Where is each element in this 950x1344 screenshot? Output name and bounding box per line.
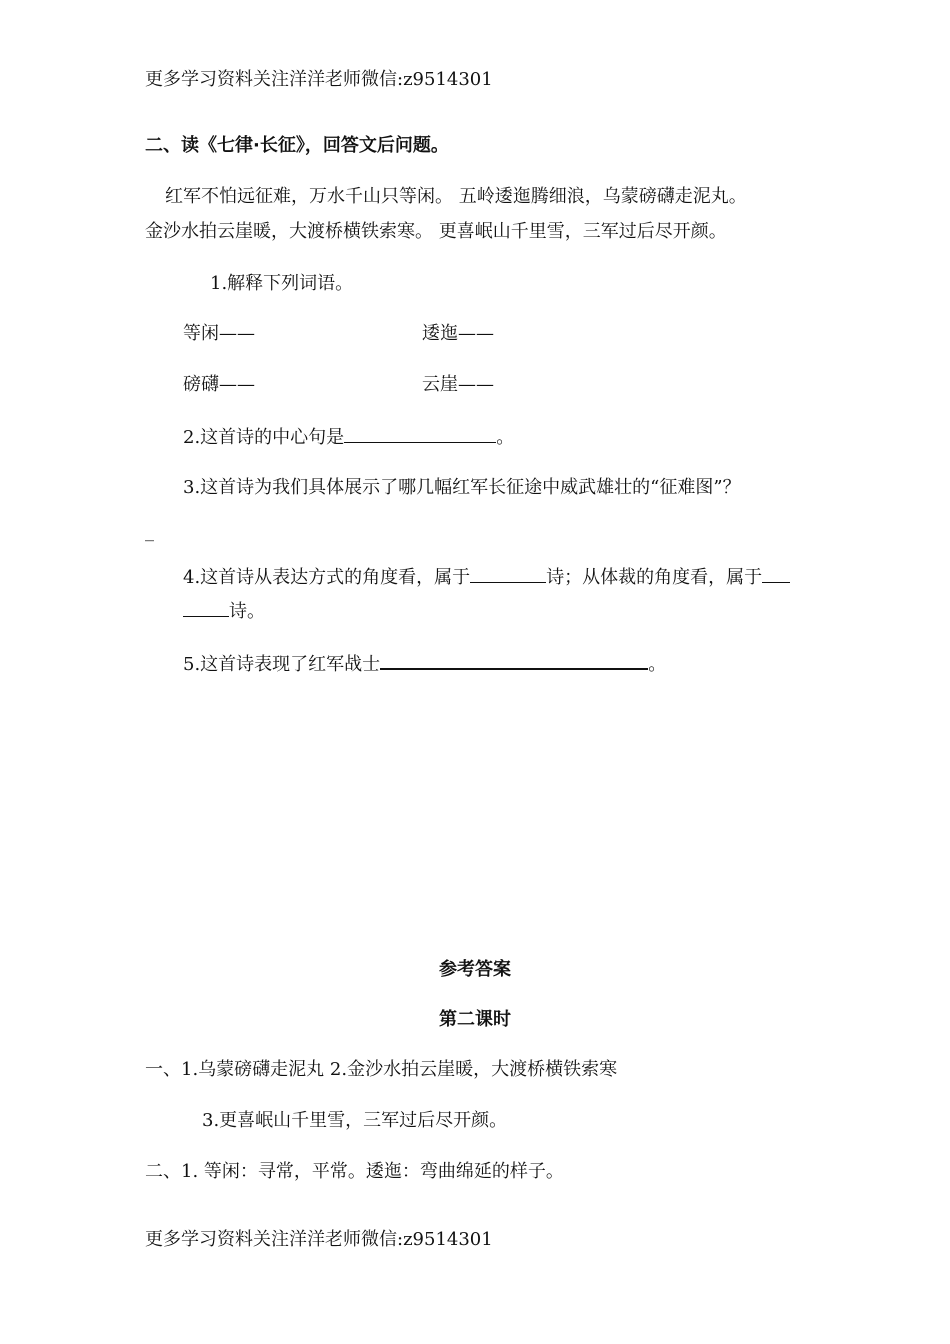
question-5-end: 。 <box>648 654 667 675</box>
question-2-end: 。 <box>496 427 515 448</box>
poem-line-2: 金沙水拍云崖暖，大渡桥横铁索寒。 更喜岷山千里雪，三军过后尽开颜。 <box>145 221 727 242</box>
answer-line-1: 一、1.乌蒙磅礴走泥丸 2.金沙水拍云崖暖，大渡桥横铁索寒 <box>145 1059 618 1080</box>
question-4-blank-1[interactable] <box>470 564 546 583</box>
question-2-blank[interactable] <box>344 424 496 443</box>
term-yunya: 云崖—— <box>422 374 494 395</box>
question-4-line-2 <box>183 598 265 624</box>
term-pangbo: 磅礴—— <box>183 374 255 395</box>
footer-wechat-note: 更多学习资料关注洋洋老师微信:z9514301 <box>145 1229 493 1250</box>
question-5 <box>183 650 666 677</box>
term-weiyi: 逶迤—— <box>422 323 494 344</box>
section-two-title: 二、读《七律·长征》，回答文后问题。 <box>145 135 449 156</box>
question-4-blank-2b[interactable] <box>183 598 229 617</box>
poem-line-1: 红军不怕远征难，万水千山只等闲。 五岭逶迤腾细浪，乌蒙磅礴走泥丸。 <box>165 186 747 207</box>
question-2 <box>183 424 514 450</box>
answers-subtitle: 第二课时 <box>439 1009 511 1030</box>
question-4-text-middle: 诗；从体裁的角度看，属于 <box>546 567 763 588</box>
question-5-blank[interactable] <box>380 650 648 670</box>
term-dengxian: 等闲—— <box>183 323 255 344</box>
question-1: 1.解释下列词语。 <box>210 273 354 294</box>
question-4-blank-2a[interactable] <box>762 564 790 583</box>
answer-line-3: 二、1. 等闲：寻常，平常。逶迤：弯曲绵延的样子。 <box>145 1161 564 1182</box>
question-4-text: 4.这首诗从表达方式的角度看，属于 <box>183 567 471 588</box>
question-4-end: 诗。 <box>229 601 265 622</box>
question-3-answer-line[interactable]: _ <box>145 521 154 542</box>
question-5-text: 5.这首诗表现了红军战士 <box>183 654 381 675</box>
question-4-line-1 <box>183 564 790 590</box>
answer-line-2: 3.更喜岷山千里雪，三军过后尽开颜。 <box>202 1110 508 1131</box>
header-wechat-note: 更多学习资料关注洋洋老师微信:z9514301 <box>145 69 493 90</box>
question-2-text: 2.这首诗的中心句是 <box>183 427 345 448</box>
answers-title: 参考答案 <box>439 959 511 980</box>
question-3: 3.这首诗为我们具体展示了哪几幅红军长征途中威武雄壮的“征难图”？ <box>183 477 741 498</box>
